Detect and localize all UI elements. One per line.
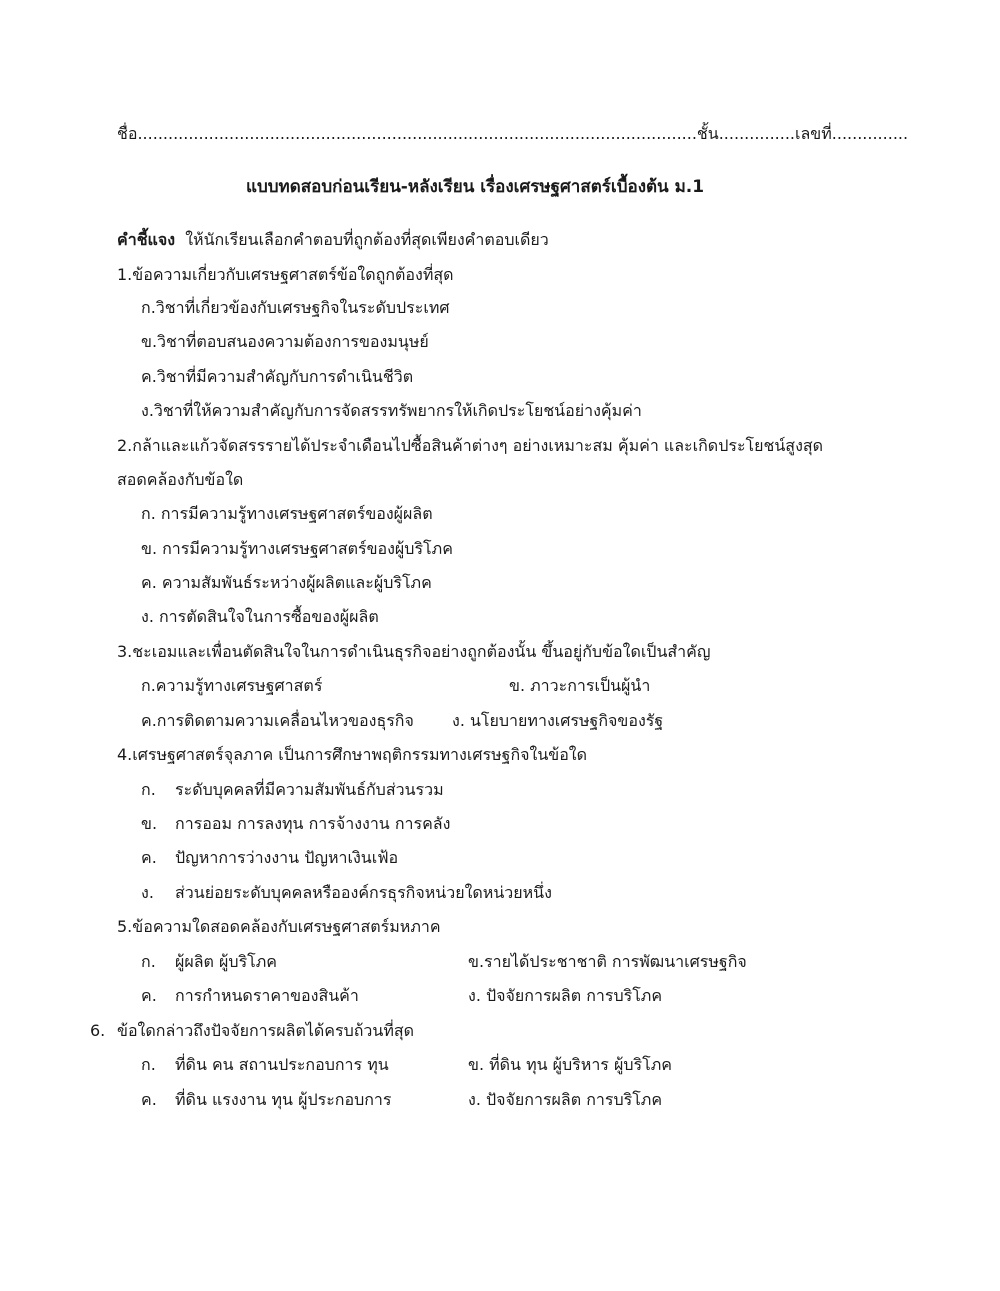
choice-text: ปัญหาการว่างงาน ปัญหาเงินเฟ้อ: [175, 848, 399, 867]
q2-choice-b[interactable]: ข. การมีความรู้ทางเศรษฐศาสตร์ของผู้บริโภค: [141, 539, 453, 558]
class-label: ชั้น: [696, 124, 719, 143]
q3-choice-b[interactable]: ข. ภาวะการเป็นผู้นำ: [509, 676, 651, 695]
q4-choice-b[interactable]: [141, 813, 450, 835]
name-field-row: [117, 123, 908, 145]
q4-choice-c[interactable]: [141, 847, 398, 869]
q5-choice-b[interactable]: ข.รายได้ประชาชาติ การพัฒนาเศรษฐกิจ: [468, 952, 747, 971]
choice-text: ผู้ผลิต ผู้บริโภค: [175, 952, 277, 971]
q5-choice-a[interactable]: [141, 951, 277, 973]
question-number: 6.: [90, 1021, 106, 1040]
q5-choice-d[interactable]: ง. ปัจจัยการผลิต การบริโภค: [468, 986, 663, 1005]
choice-label: ก.: [141, 952, 156, 971]
q6-choice-c[interactable]: [141, 1089, 392, 1111]
instructions-text: ให้นักเรียนเลือกคำตอบที่ถูกต้องที่สุดเพียงคำตอบเดียว: [185, 230, 549, 249]
q6-choice-d[interactable]: ง. ปัจจัยการผลิต การบริโภค: [468, 1090, 663, 1109]
choice-label: ก.: [141, 780, 156, 799]
q1-choice-a[interactable]: ก.วิชาที่เกี่ยวข้องกับเศรษฐกิจในระดับประเทศ: [141, 298, 450, 317]
question-2-line1: 2.กล้าและแก้วจัดสรรรายได้ประจำเดือนไปซื้อสินค้าต่างๆ อย่างเหมาะสม คุ้มค่า และเกิดประโยชน์สูงสุด: [117, 436, 824, 455]
page-title: แบบทดสอบก่อนเรียน-หลังเรียน เรื่องเศรษฐศาสตร์เบื้องต้น ม.1: [246, 177, 705, 197]
choice-label: ค.: [141, 848, 157, 867]
question-3: 3.ชะเอมและเพื่อนตัดสินใจในการดำเนินธุรกิจอย่างถูกต้องนั้น ขึ้นอยู่กับข้อใดเป็นสำคัญ: [117, 642, 711, 661]
q3-choice-a[interactable]: ก.ความรู้ทางเศรษฐศาสตร์: [141, 676, 323, 695]
question-5: 5.ข้อความใดสอดคล้องกับเศรษฐศาสตร์มหภาค: [117, 917, 441, 936]
q1-choice-d[interactable]: ง.วิชาที่ให้ความสำคัญกับการจัดสรรทรัพยากรให้เกิดประโยชน์อย่างคุ้มค่า: [141, 401, 642, 420]
choice-label: ข.: [141, 814, 158, 833]
q2-choice-c[interactable]: ค. ความสัมพันธ์ระหว่างผู้ผลิตและผู้บริโภค: [141, 573, 432, 592]
question-6: [90, 1020, 414, 1042]
question-2-line2: สอดคล้องกับข้อใด: [117, 470, 244, 489]
choice-text: ที่ดิน คน สถานประกอบการ ทุน: [175, 1055, 389, 1074]
choice-label: ค.: [141, 1090, 157, 1109]
question-text: ข้อใดกล่าวถึงปัจจัยการผลิตได้ครบถ้วนที่สุด: [117, 1021, 415, 1040]
choice-text: ที่ดิน แรงงาน ทุน ผู้ประกอบการ: [175, 1090, 392, 1109]
q4-choice-d[interactable]: [141, 882, 552, 904]
q6-choice-b[interactable]: ข. ที่ดิน ทุน ผู้บริหาร ผู้บริโภค: [468, 1055, 672, 1074]
instructions: [117, 229, 549, 251]
q3-choice-c[interactable]: ค.การติดตามความเคลื่อนไหวของธุรกิจ: [141, 711, 414, 730]
number-blank[interactable]: ...............: [831, 124, 909, 143]
name-blank[interactable]: ..............................................................................................................: [137, 124, 697, 143]
q6-choice-a[interactable]: [141, 1054, 389, 1076]
q5-choice-c[interactable]: [141, 985, 359, 1007]
choice-label: ค.: [141, 986, 157, 1005]
q3-choice-d[interactable]: ง. นโยบายทางเศรษฐกิจของรัฐ: [452, 711, 664, 730]
choice-text: ส่วนย่อยระดับบุคคลหรือองค์กรธุรกิจหน่วยใดหน่วยหนึ่ง: [175, 883, 552, 902]
q2-choice-a[interactable]: ก. การมีความรู้ทางเศรษฐศาสตร์ของผู้ผลิต: [141, 504, 433, 523]
question-1: 1.ข้อความเกี่ยวกับเศรษฐศาสตร์ข้อใดถูกต้องที่สุด: [117, 265, 454, 284]
choice-text: การออม การลงทุน การจ้างงาน การคลัง: [175, 814, 451, 833]
choice-text: ระดับบุคคลที่มีความสัมพันธ์กับส่วนรวม: [175, 780, 444, 799]
q4-choice-a[interactable]: [141, 779, 444, 801]
q1-choice-b[interactable]: ข.วิชาที่ตอบสนองความต้องการของมนุษย์: [141, 332, 429, 351]
number-label: เลขที่: [795, 124, 832, 143]
q2-choice-d[interactable]: ง. การตัดสินใจในการซื้อของผู้ผลิต: [141, 607, 379, 626]
q1-choice-c[interactable]: ค.วิชาที่มีความสำคัญกับการดำเนินชีวิต: [141, 367, 414, 386]
choice-label: ง.: [141, 883, 154, 902]
question-4: 4.เศรษฐศาสตร์จุลภาค เป็นการศึกษาพฤติกรรมทางเศรษฐกิจในข้อใด: [117, 745, 587, 764]
choice-text: การกำหนดราคาของสินค้า: [175, 986, 359, 1005]
name-label: ชื่อ: [117, 124, 138, 143]
class-blank[interactable]: ...............: [718, 124, 796, 143]
choice-label: ก.: [141, 1055, 156, 1074]
instructions-label: คำชี้แจง: [117, 230, 176, 249]
